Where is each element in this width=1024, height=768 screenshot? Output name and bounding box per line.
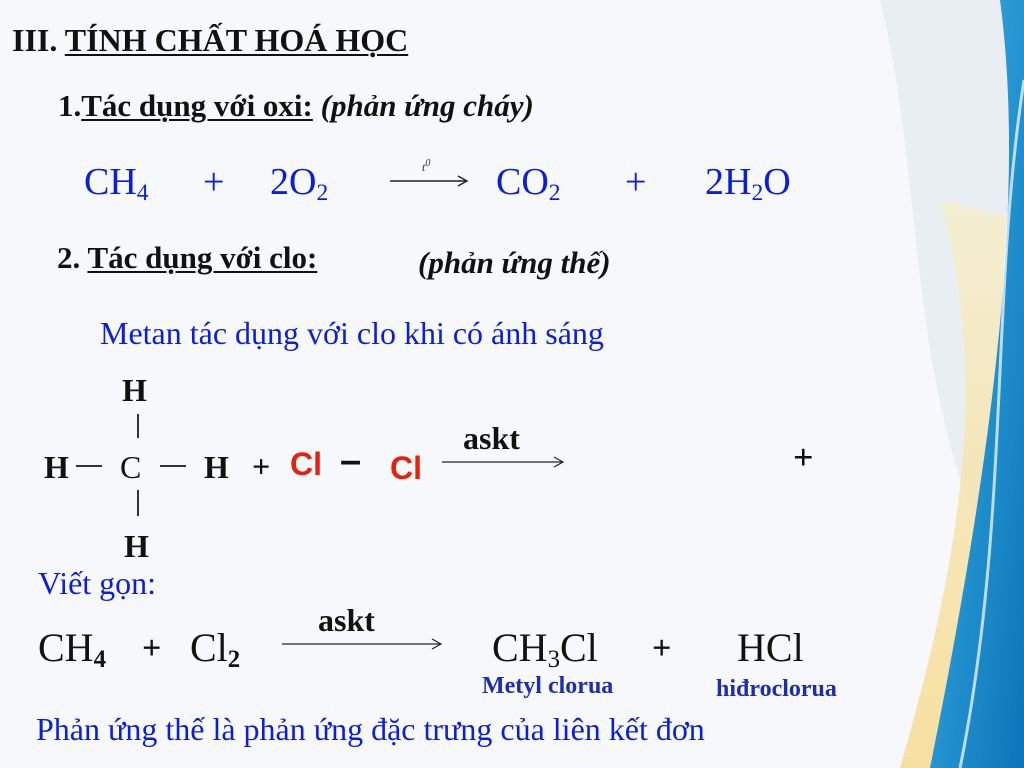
eq2-reactant2: $Cl_2$ [190,625,241,674]
eq2-product2: HCl [737,625,804,670]
structure-plus2: + [793,437,814,477]
eq1-product1: $CO_2$ [496,161,561,206]
atom-cl-1: Cl [290,446,322,482]
eq2-condition: askt [318,602,375,638]
item1-title: Tác dụng với oxi: [81,88,313,123]
atom-h-top: H [122,372,147,408]
bond-bottom [137,490,139,516]
bond-left [76,465,102,467]
eq1-reactant1: $CH_4$ [84,161,149,206]
eq1-plus2: + [625,161,647,203]
item1-note: (phản ứng cháy) [320,88,534,123]
item1-number: 1. [58,88,82,123]
eq2-plus2: + [652,630,672,667]
atom-h-right: H [204,449,229,485]
item2-note: (phản ứng thế) [418,245,611,280]
eq1-condition: $t^0$ [422,158,431,174]
eq2-arrow-icon [282,637,444,651]
section-heading [12,22,408,59]
atom-cl-2: Cl [390,450,422,486]
intro-text: Metan tác dụng với clo khi có ánh sáng [100,315,604,351]
structure-arrow-icon [442,455,566,469]
item2-heading [57,240,317,276]
item1-heading [58,88,534,124]
bond-top [137,414,139,438]
item2-title: Tác dụng với clo: [87,240,318,275]
eq1-product2: $2H_2O$ [705,161,791,206]
eq1-plus1: + [203,161,225,203]
bond-right [160,465,186,467]
bond-cl-cl: – [340,440,362,482]
eq2-plus1: + [142,630,162,667]
structure-plus1: + [252,448,271,484]
eq2-product1-name: Metyl clorua [482,673,614,699]
eq1-reactant2: $2O_2$ [270,161,329,206]
eq2-reactant1: $CH_4$ [38,625,106,674]
item2-number: 2. [57,240,81,275]
eq2-product2-name: hiđroclorua [716,676,837,702]
section-number: III. [12,22,58,58]
section-title: TÍNH CHẤT HOÁ HỌC [64,22,409,58]
atom-c: C [120,449,142,485]
atom-h-bottom: H [124,528,149,564]
short-form-label: Viết gọn: [38,565,157,601]
eq2-product1: $CH_3Cl$ [492,625,598,674]
eq1-arrow-icon [390,174,470,188]
structure-condition: askt [463,420,520,456]
conclusion-text: Phản ứng thế là phản ứng đặc trưng của liên kết đơn [36,711,705,747]
atom-h-left: H [44,449,69,485]
